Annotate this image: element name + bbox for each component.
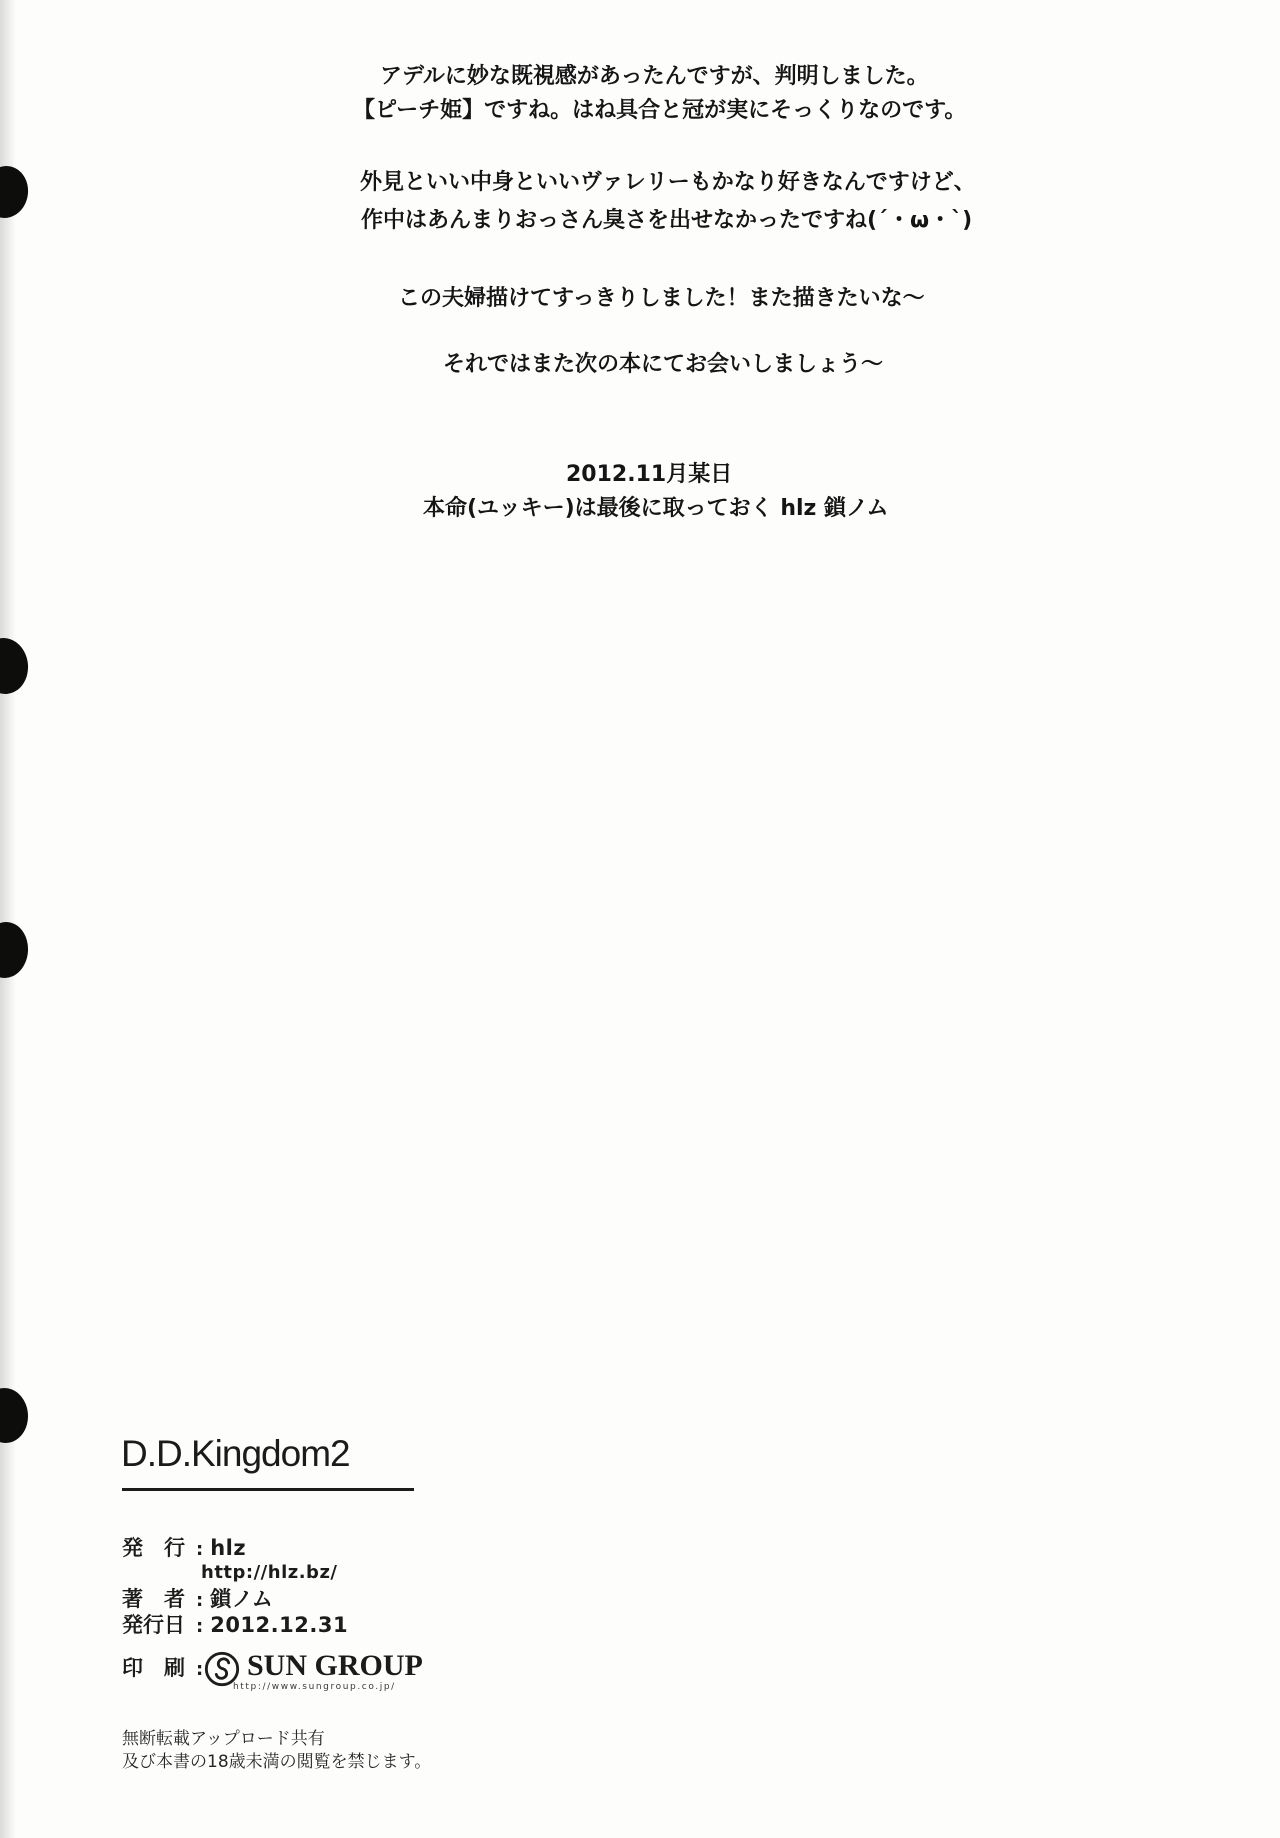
printer-brand [203,1650,423,1692]
afterword-line-2: 【ピーチ姫】ですね。はね具合と冠が実にそっくりなのです。 [353,98,967,123]
binding-hole-artifact [0,920,30,979]
binding-hole-artifact [0,1386,30,1444]
colon-separator: : [196,1659,204,1680]
colon-separator: : [196,1616,204,1637]
publisher-value: hlz [210,1536,247,1560]
publisher-row [122,1538,246,1559]
publisher-url-row [201,1564,338,1582]
afterword-date: 2012.11月某日 [566,462,733,487]
binding-hole-artifact [0,163,31,221]
afterword-line-4: 作中はあんまりおっさん臭さを出せなかったですね(´・ω・`) [361,208,973,233]
title-underline [122,1488,414,1491]
afterword-signature: 本命(ユッキー)は最後に取っておく hlz 鎖ノム [423,496,889,521]
notice-line-2: 及び本書の18歳未満の閲覧を禁じます。 [122,1752,432,1773]
colon-separator: : [196,1539,204,1560]
publish-date-value: 2012.12.31 [210,1613,349,1637]
book-title: D.D.Kingdom2 [121,1433,350,1474]
author-value: 鎖ノム [210,1587,274,1611]
notice-line-1: 無断転載アップロード共有 [122,1729,325,1749]
binding-hole-artifact [0,636,31,697]
author-label: 著 者 [122,1587,185,1611]
colon-separator: : [196,1590,204,1611]
publish-date-label: 発行日 [122,1613,185,1637]
scan-edge-shadow [0,0,16,1838]
publish-date-row [122,1615,348,1636]
printer-label: 印 刷 [122,1656,185,1680]
afterword-line-5: この夫婦描けてすっきりしました！また描きたいな～ [398,286,925,311]
printer-row [122,1658,210,1679]
publisher-label: 発 行 [122,1536,185,1560]
copyright-notice [122,1728,431,1775]
afterword-line-1: アデルに妙な既視感があったんですが、判明しました。 [380,64,929,89]
author-row [122,1589,273,1610]
afterword-line-6: それではまた次の本にてお会いしましょう～ [443,352,884,377]
publisher-url: http://hlz.bz/ [201,1562,338,1583]
printer-url: http://www.sungroup.co.jp/ [233,1681,396,1692]
afterword-line-3: 外見といい中身といいヴァレリーもかなり好きなんですけど、 [360,170,976,195]
printer-name: SUN GROUP [247,1649,423,1682]
